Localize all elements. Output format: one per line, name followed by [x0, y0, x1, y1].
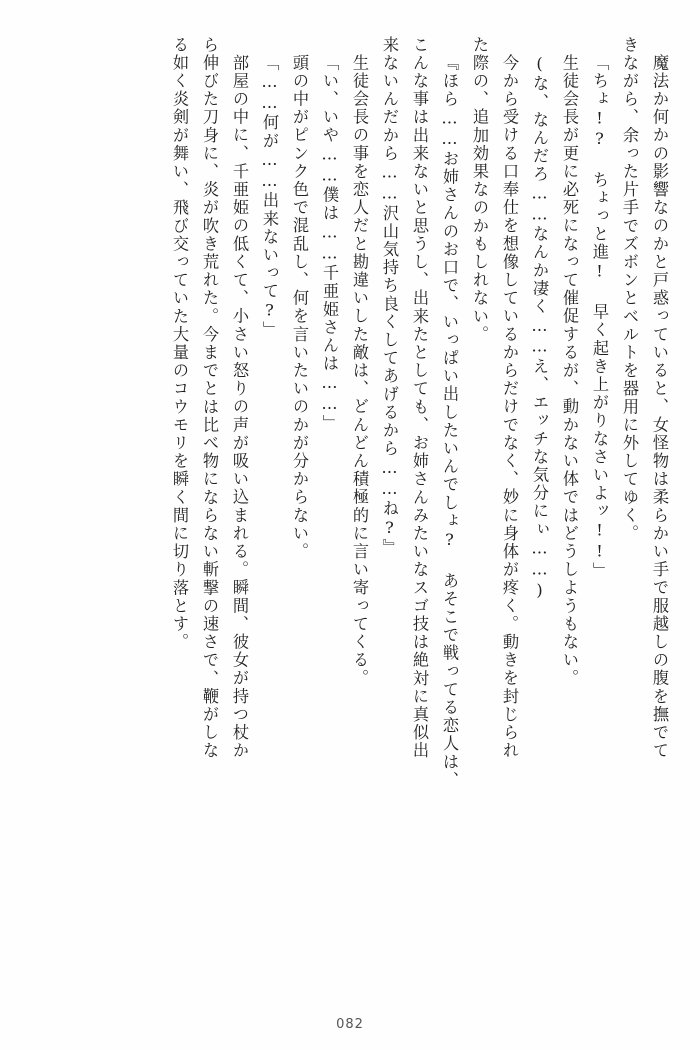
text-line: た際の、追加効果なのかもしれない。 [470, 36, 489, 344]
text-line: 来ないんだから……沢山気持ち良くしてあげるから……ね?』 [380, 36, 399, 557]
text-line: 「い、いや……僕は……千亜姫さんは……」 [320, 54, 339, 433]
vertical-text-block [30, 36, 674, 986]
text-line: きながら、余った片手でズボンとベルトを器用に外してゆく。 [620, 36, 639, 543]
text-line: 頭の中がピンク色で混乱し、何を言いたいのかが分からない。 [290, 54, 309, 561]
text-line: (な、なんだろ……なんか凄く……え、エッチな気分にぃ……) [530, 54, 549, 602]
text-line: ら伸びた刀身に、炎が吹き荒れた。今までとは比べ物にならない斬撃の速さで、鞭がしな [200, 36, 219, 760]
page-number: 082 [336, 1017, 364, 1032]
text-line: る如く炎剣が舞い、飛び交っていた大量のコウモリを瞬く間に切り落とす。 [170, 36, 189, 652]
text-line: こんな事は出来ないと思うし、出来たとしても、お姉さんみたいなスゴ技は絶対に真似出 [410, 36, 429, 760]
text-line: 今から受ける口奉仕を想像しているからだけでなく、妙に身体が疼く。動きを封じられ [500, 54, 519, 760]
text-line: 生徒会長の事を恋人だと勘違いした敵は、どんどん積極的に言い寄ってくる。 [350, 54, 369, 688]
text-line: 「……何が……出来ないって?」 [260, 54, 279, 340]
text-line: 生徒会長が更に必死になって催促するが、動かない体ではどうしようもない。 [560, 54, 579, 688]
text-line: 「ちょ!? ちょっと進! 早く起き上がりなさいよッ!!」 [590, 54, 609, 581]
text-line: 『ほら……お姉さんのお口で、いっぱい出したいんでしょ? あそこで戦ってる恋人は、 [440, 54, 459, 790]
text-line: 部屋の中に、千亜姫の低くて、小さい怒りの声が吸い込まれる。瞬間、彼女が持つ杖か [230, 54, 249, 760]
text-line: 魔法か何かの影響なのかと戸惑っていると、女怪物は柔らかい手で服越しの腹を撫でて [650, 54, 669, 760]
